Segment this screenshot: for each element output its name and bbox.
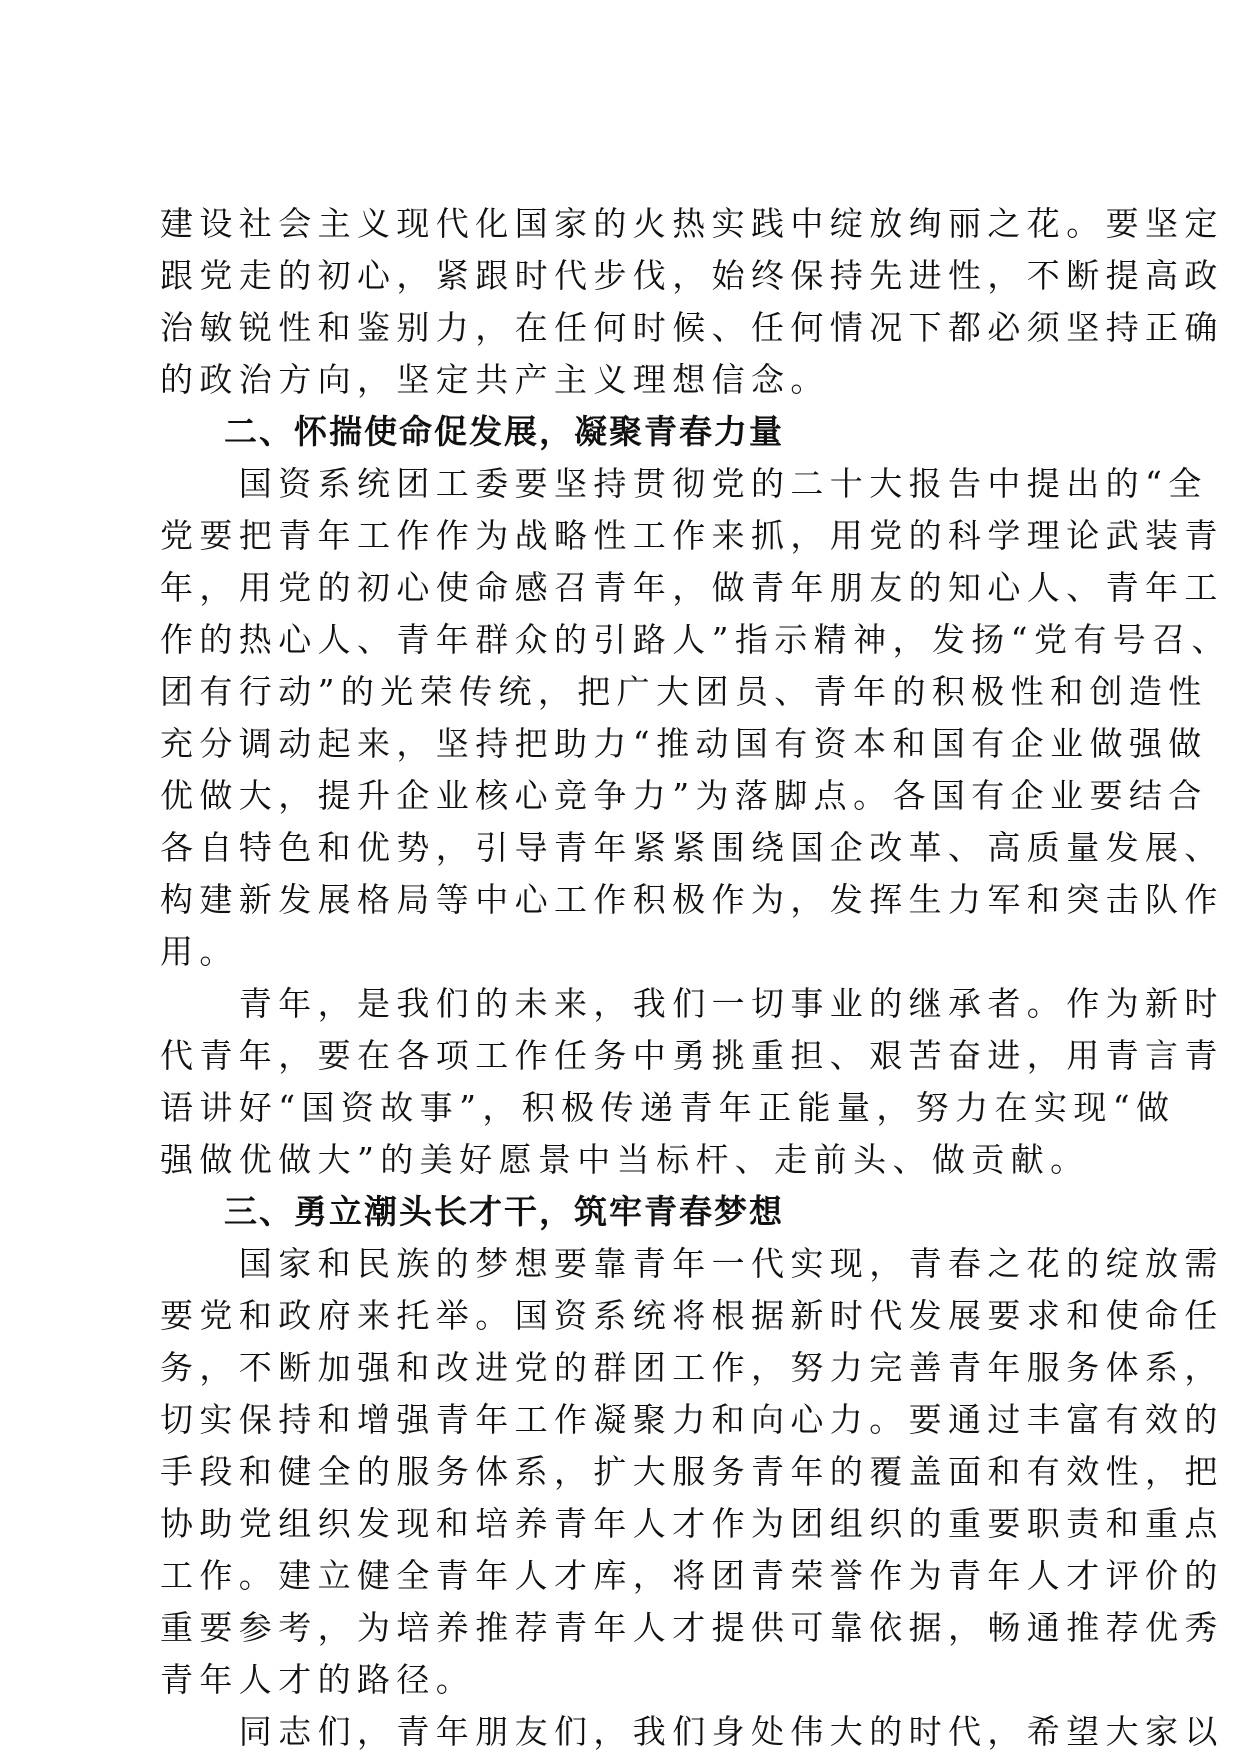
text-line: 工作。建立健全青年人才库，将团青荣誉作为青年人才评价的 [160,1556,1224,1595]
text-line: 要党和政府来托举。国资系统将根据新时代发展要求和使命任 [160,1296,1224,1335]
text-line: 强做优做大”的美好愿景中当标杆、走前头、做贡献。 [160,1140,1090,1179]
text-line: 青年，是我们的未来，我们一切事业的继承者。作为新时 [160,984,1224,1023]
text-line: 优做大，提升企业核心竞争力”为落脚点。各国有企业要结合 [160,776,1208,815]
text-line: 协助党组织发现和培养青年人才作为团组织的重要职责和重点 [160,1504,1224,1543]
text-line: 跟党走的初心，紧跟时代步伐，始终保持先进性，不断提高政 [160,256,1224,295]
paragraph-youth-future [160,978,1224,1186]
text-line: 国资系统团工委要坚持贯彻党的二十大报告中提出的“全 [160,464,1208,503]
section-heading-2: 二、怀揣使命促发展，凝聚青春力量 [224,412,784,451]
section-heading-3: 三、勇立潮头长才干，筑牢青春梦想 [224,1192,784,1231]
paragraph-continuation [160,198,1224,406]
text-line: 各自特色和优势，引导青年紧紧围绕国企改革、高质量发展、 [160,828,1224,867]
text-line: 用。 [160,932,239,971]
text-line: 作的热心人、青年群众的引路人”指示精神，发扬“党有号召、 [160,620,1231,659]
text-line: 青年人才的路径。 [160,1660,476,1699]
text-line: 充分调动起来，坚持把助力“推动国有资本和国有企业做强做 [160,724,1208,763]
text-line: 代青年，要在各项工作任务中勇挑重担、艰苦奋进，用青言青 [160,1036,1224,1075]
text-line: 手段和健全的服务体系，扩大服务青年的覆盖面和有效性，把 [160,1452,1224,1491]
text-line: 的政治方向，坚定共产主义理想信念。 [160,360,830,399]
document-body [160,198,1231,1758]
text-line: 务，不断加强和改进党的群团工作，努力完善青年服务体系， [160,1348,1224,1387]
paragraph-closing [160,1706,1224,1758]
text-line: 治敏锐性和鉴别力，在任何时候、任何情况下都必须坚持正确 [160,308,1224,347]
text-line: 建设社会主义现代化国家的火热实践中绽放绚丽之花。要坚定 [160,204,1224,243]
text-line: 切实保持和增强青年工作凝聚力和向心力。要通过丰富有效的 [160,1400,1224,1439]
paragraph-youth-work [160,458,1231,978]
text-line: 重要参考，为培养推荐青年人才提供可靠依据，畅通推荐优秀 [160,1608,1224,1647]
text-line: 党要把青年工作作为战略性工作来抓，用党的科学理论武装青 [160,516,1224,555]
paragraph-talent [160,1238,1224,1706]
text-line: 同志们，青年朋友们，我们身处伟大的时代，希望大家以 [160,1712,1224,1751]
text-line: 构建新发展格局等中心工作积极作为，发挥生力军和突击队作 [160,880,1224,919]
text-line: 团有行动”的光荣传统，把广大团员、青年的积极性和创造性 [160,672,1208,711]
text-line: 年，用党的初心使命感召青年，做青年朋友的知心人、青年工 [160,568,1224,607]
text-line: 国家和民族的梦想要靠青年一代实现，青春之花的绽放需 [160,1244,1224,1283]
text-line: 语讲好“国资故事”，积极传递青年正能量，努力在实现“做 [160,1088,1176,1127]
